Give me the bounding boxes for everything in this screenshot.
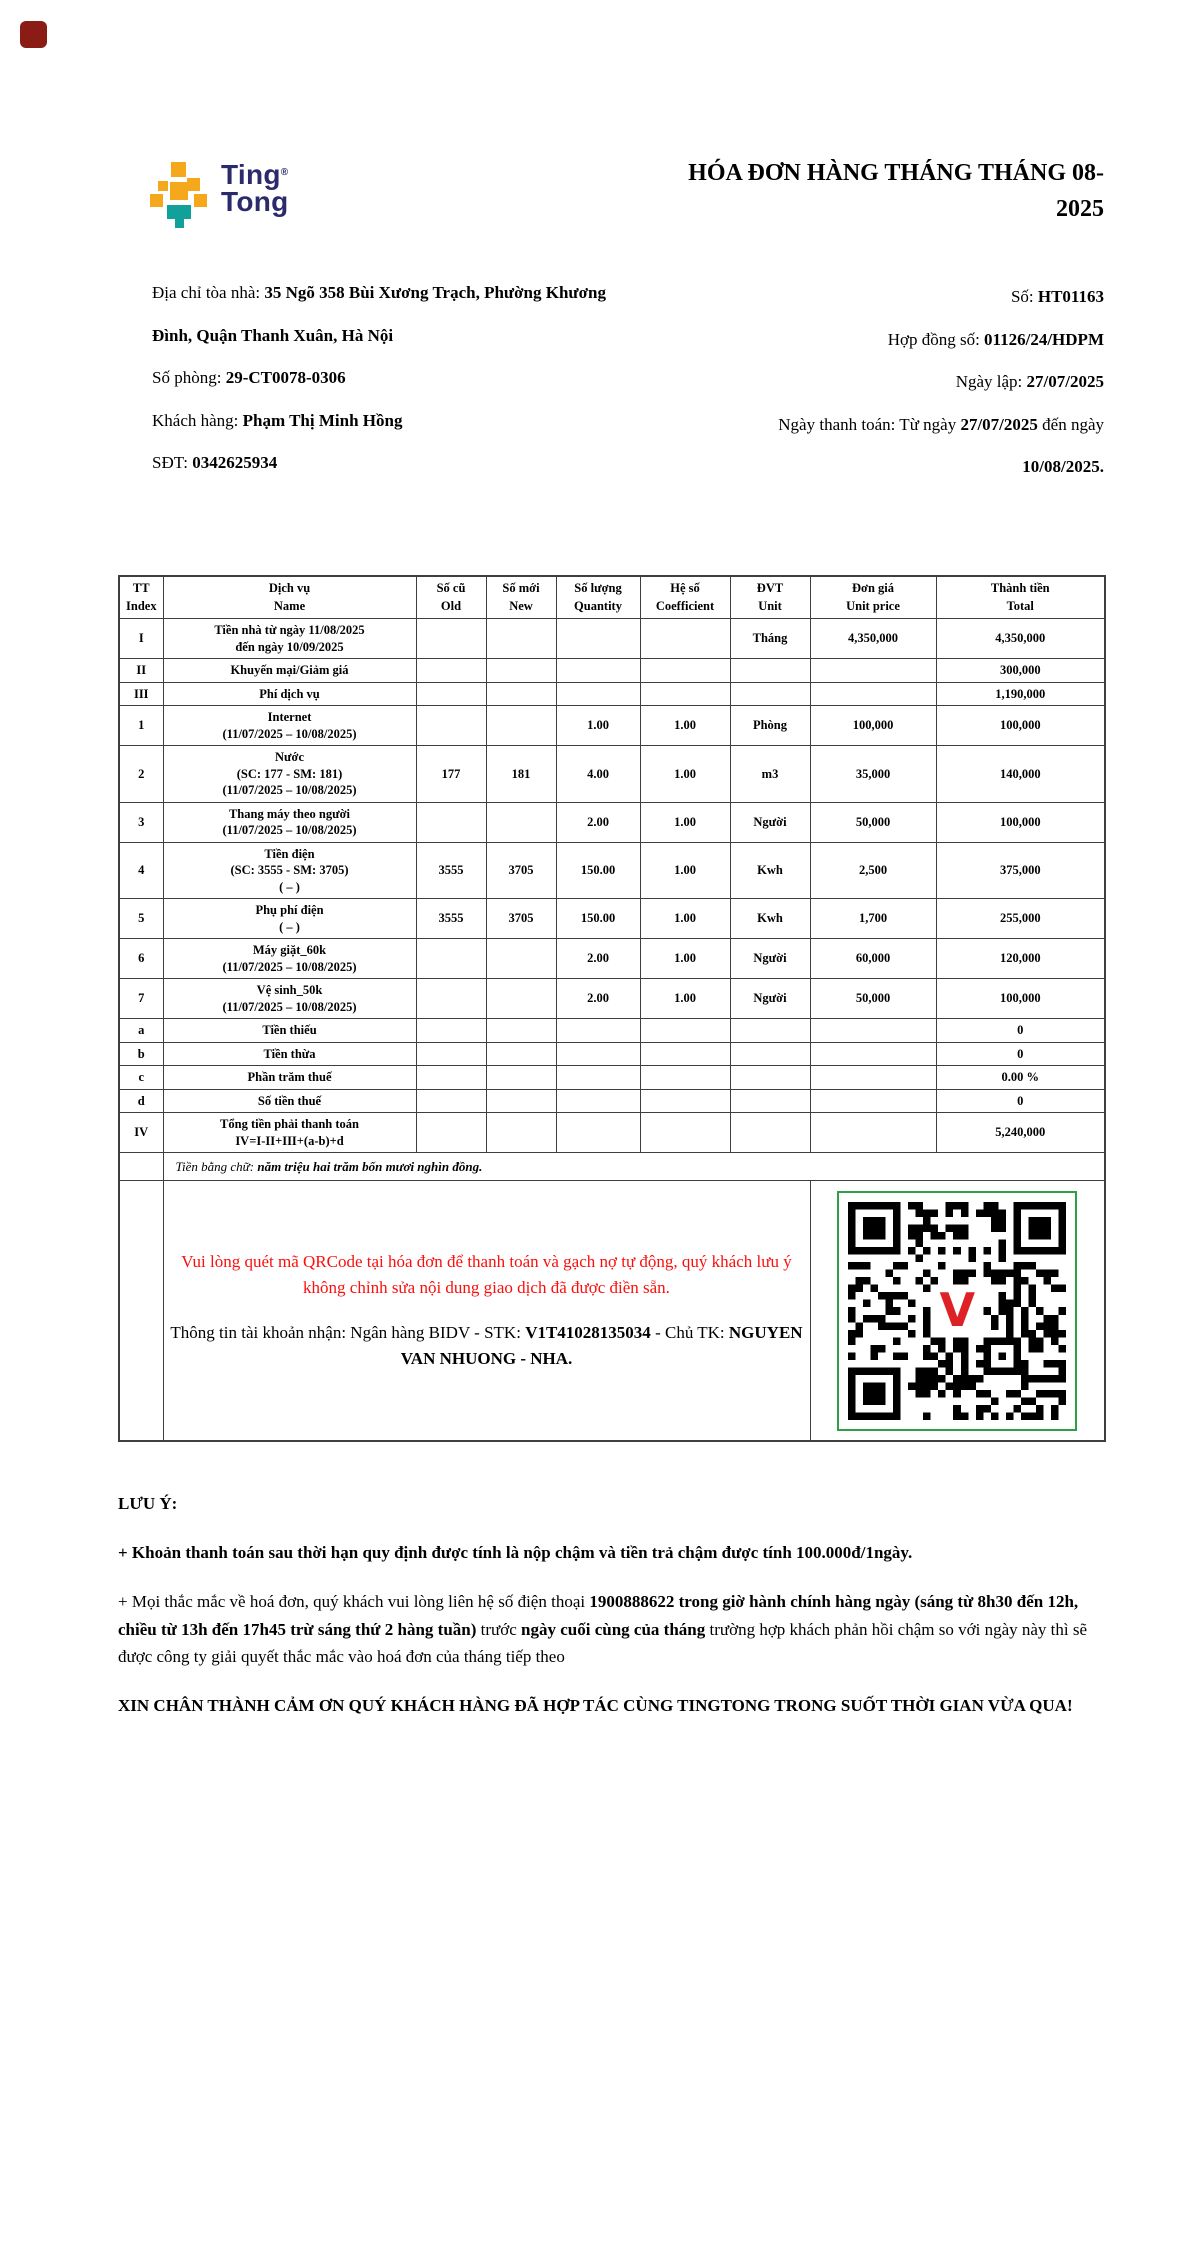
late-fee-note: + Khoản thanh toán sau thời hạn quy định được tính là nộp chậm và tiền trả chậm được tính 100.000đ/1ngày. <box>118 1543 913 1563</box>
table-row <box>119 1113 1105 1153</box>
cell-tt: d <box>119 1089 163 1113</box>
footer-notes <box>118 1490 1104 1719</box>
cell-coef: 1.00 <box>640 979 730 1019</box>
cell-old <box>416 1113 486 1153</box>
cell-old <box>416 1066 486 1090</box>
cell-unit <box>730 1042 810 1066</box>
cell-new: 3705 <box>486 899 556 939</box>
cell-unit <box>730 1089 810 1113</box>
cell-qty <box>556 1042 640 1066</box>
cell-old <box>416 1019 486 1043</box>
cell-qty: 1.00 <box>556 706 640 746</box>
cell-total: 0 <box>936 1089 1105 1113</box>
cell-price <box>810 682 936 706</box>
cell-unit: Kwh <box>730 899 810 939</box>
column-header: Hệ số Coefficient <box>640 576 730 619</box>
contact-note: + Mọi thắc mắc về hoá đơn, quý khách vui lòng liên hệ số điện thoại 1900888622 trong giờ hành chính hàng ngày (sáng từ 8h30 đến 12h, chiều từ 13h đến 17h45 trừ sáng thứ 2 hàng tuần) trước ngày cuối cùng của tháng trường hợp khách phản hồi chậm so với ngày này thì sẽ được công ty giải quyết thắc mắc vào hoá đơn của tháng tiếp theo <box>118 1592 1088 1666</box>
cell-unit: m3 <box>730 746 810 803</box>
cell-price <box>810 1042 936 1066</box>
qr-instruction-note: Vui lòng quét mã QRCode tại hóa đơn để thanh toán và gạch nợ tự động, quý khách lưu ý không chỉnh sửa nội dung giao dịch đã được điền sẵn. <box>181 1251 792 1298</box>
cell-tt: b <box>119 1042 163 1066</box>
cell-coef <box>640 1113 730 1153</box>
cell-old <box>416 1042 486 1066</box>
table-row <box>119 659 1105 683</box>
cell-qty <box>556 1113 640 1153</box>
table-row <box>119 682 1105 706</box>
cell-name: Khuyến mại/Giảm giá <box>163 659 416 683</box>
cell-old <box>416 682 486 706</box>
cell-name: Phí dịch vụ <box>163 682 416 706</box>
cell-tt: IV <box>119 1113 163 1153</box>
cell-price: 50,000 <box>810 802 936 842</box>
invoice-number: Số: HT01163 <box>1010 287 1104 306</box>
cell-total: 0 <box>936 1042 1105 1066</box>
cell-total: 0 <box>936 1019 1105 1043</box>
cell-old: 3555 <box>416 842 486 899</box>
cell-total: 300,000 <box>936 659 1105 683</box>
cell-price <box>810 1019 936 1043</box>
amount-in-words-row <box>119 1153 1105 1181</box>
invoice-title <box>444 155 1104 227</box>
cell-name: Phụ phí điện ( – ) <box>163 899 416 939</box>
cell-coef: 1.00 <box>640 899 730 939</box>
cell-old: 177 <box>416 746 486 803</box>
cell-tt: 5 <box>119 899 163 939</box>
cell-name: Tiền nhà từ ngày 11/08/2025 đến ngày 10/09/2025 <box>163 619 416 659</box>
cell-qty <box>556 682 640 706</box>
table-row <box>119 802 1105 842</box>
cell-old <box>416 706 486 746</box>
tingtong-logo-text: Ting® Tong <box>221 159 289 217</box>
cell-unit: Người <box>730 802 810 842</box>
table-header-row <box>119 576 1105 619</box>
thanks-message: XIN CHÂN THÀNH CẢM ƠN QUÝ KHÁCH HÀNG ĐÃ HỢP TÁC CÙNG TINGTONG TRONG SUỐT THỜI GIAN VỪA QUA! <box>118 1695 1073 1715</box>
table-row <box>119 619 1105 659</box>
cell-qty <box>556 1019 640 1043</box>
cell-price: 2,500 <box>810 842 936 899</box>
table-row <box>119 979 1105 1019</box>
cell-name: Thang máy theo người (11/07/2025 – 10/08/2025) <box>163 802 416 842</box>
cell-unit <box>730 682 810 706</box>
vietqr-v-icon: V <box>931 1285 983 1337</box>
cell-tt: I <box>119 619 163 659</box>
cell-unit <box>730 1066 810 1090</box>
cell-tt: 4 <box>119 842 163 899</box>
contract-number: Hợp đồng số: 01126/24/HDPM <box>887 329 1104 349</box>
cell-price: 100,000 <box>810 706 936 746</box>
qr-cell <box>810 1181 1105 1442</box>
cell-coef: 1.00 <box>640 706 730 746</box>
column-header: Thành tiền Total <box>936 576 1105 619</box>
cell-coef <box>640 1089 730 1113</box>
invoice-table <box>118 575 1106 1442</box>
cell-new <box>486 682 556 706</box>
table-row <box>119 1089 1105 1113</box>
qr-row <box>119 1181 1105 1442</box>
amount-in-words: Tiền bằng chữ: năm triệu hai trăm bốn mươi nghìn đồng. <box>163 1153 1105 1181</box>
cell-total: 1,190,000 <box>936 682 1105 706</box>
table-row <box>119 939 1105 979</box>
cell-tt: c <box>119 1066 163 1090</box>
cell-new: 3705 <box>486 842 556 899</box>
cell-name: Tiền thiếu <box>163 1019 416 1043</box>
payment-instructions-cell <box>163 1181 810 1442</box>
cell-new <box>486 1089 556 1113</box>
cell-total: 4,350,000 <box>936 619 1105 659</box>
cell-name: Nước (SC: 177 - SM: 181) (11/07/2025 – 10/08/2025) <box>163 746 416 803</box>
cell-price: 50,000 <box>810 979 936 1019</box>
table-row <box>119 1042 1105 1066</box>
cell-name: Số tiền thuế <box>163 1089 416 1113</box>
cell-total: 100,000 <box>936 979 1105 1019</box>
cell-tt: III <box>119 682 163 706</box>
cell-name: Tiền thừa <box>163 1042 416 1066</box>
payment-period-line1: Ngày thanh toán: Từ ngày 27/07/2025 đến ngày <box>778 414 1104 434</box>
cell-name: Phần trăm thuế <box>163 1066 416 1090</box>
cell-total: 375,000 <box>936 842 1105 899</box>
cell-total: 255,000 <box>936 899 1105 939</box>
cell-unit: Người <box>730 939 810 979</box>
cell-new <box>486 1042 556 1066</box>
bank-account-info: Thông tin tài khoản nhận: Ngân hàng BIDV - STK: V1T41028135034 - Chủ TK: NGUYEN VAN NHUONG - NHA. <box>170 1322 803 1368</box>
cell-unit <box>730 1113 810 1153</box>
column-header: Số cũ Old <box>416 576 486 619</box>
cell-coef <box>640 1042 730 1066</box>
cell-tt: 7 <box>119 979 163 1019</box>
cell-new <box>486 1019 556 1043</box>
cell-old <box>416 979 486 1019</box>
cell-unit: Phòng <box>730 706 810 746</box>
cell-price <box>810 659 936 683</box>
cell-price <box>810 1089 936 1113</box>
cell-new <box>486 979 556 1019</box>
cell-name: Máy giặt_60k (11/07/2025 – 10/08/2025) <box>163 939 416 979</box>
cell-total: 140,000 <box>936 746 1105 803</box>
corner-marker <box>20 21 47 48</box>
customer-info <box>152 272 639 489</box>
cell-qty <box>556 659 640 683</box>
cell-qty <box>556 1066 640 1090</box>
cell-qty: 150.00 <box>556 899 640 939</box>
column-header: TT Index <box>119 576 163 619</box>
cell-unit <box>730 1019 810 1043</box>
cell-name: Tổng tiền phải thanh toán IV=I-II+III+(a-b)+d <box>163 1113 416 1153</box>
cell-empty <box>119 1153 163 1181</box>
column-header: Đơn giá Unit price <box>810 576 936 619</box>
cell-total: 100,000 <box>936 706 1105 746</box>
cell-old <box>416 1089 486 1113</box>
cell-price: 60,000 <box>810 939 936 979</box>
cell-old: 3555 <box>416 899 486 939</box>
column-header: Số mới New <box>486 576 556 619</box>
cell-coef: 1.00 <box>640 842 730 899</box>
cell-name: Tiền điện (SC: 3555 - SM: 3705) ( – ) <box>163 842 416 899</box>
cell-name: Internet (11/07/2025 – 10/08/2025) <box>163 706 416 746</box>
cell-tt: 6 <box>119 939 163 979</box>
cell-qty: 4.00 <box>556 746 640 803</box>
cell-unit: Tháng <box>730 619 810 659</box>
cell-price: 1,700 <box>810 899 936 939</box>
cell-qty: 2.00 <box>556 979 640 1019</box>
customer-name: Khách hàng: Phạm Thị Minh Hồng <box>152 410 403 430</box>
cell-new <box>486 659 556 683</box>
cell-coef <box>640 1019 730 1043</box>
table-row <box>119 1019 1105 1043</box>
cell-new <box>486 939 556 979</box>
cell-qty <box>556 619 640 659</box>
cell-price <box>810 1113 936 1153</box>
cell-old <box>416 659 486 683</box>
cell-tt: 3 <box>119 802 163 842</box>
building-address: Địa chỉ tòa nhà: 35 Ngõ 358 Bùi Xương Trạch, Phường Khương Đình, Quận Thanh Xuân, Hà Nội <box>152 283 606 345</box>
cell-qty: 150.00 <box>556 842 640 899</box>
cell-new <box>486 706 556 746</box>
cell-new <box>486 619 556 659</box>
cell-price: 4,350,000 <box>810 619 936 659</box>
column-header: Số lượng Quantity <box>556 576 640 619</box>
customer-phone: SĐT: 0342625934 <box>152 453 278 472</box>
cell-new <box>486 802 556 842</box>
table-row <box>119 746 1105 803</box>
cell-new: 181 <box>486 746 556 803</box>
cell-total: 0.00 % <box>936 1066 1105 1090</box>
qr-code <box>837 1191 1077 1431</box>
cell-tt: a <box>119 1019 163 1043</box>
cell-qty <box>556 1089 640 1113</box>
issue-date: Ngày lập: 27/07/2025 <box>955 372 1104 391</box>
cell-empty <box>119 1181 163 1442</box>
cell-coef <box>640 682 730 706</box>
cell-total: 100,000 <box>936 802 1105 842</box>
cell-unit <box>730 659 810 683</box>
cell-coef <box>640 659 730 683</box>
cell-old <box>416 939 486 979</box>
cell-total: 120,000 <box>936 939 1105 979</box>
notes-heading: LƯU Ý: <box>118 1494 178 1513</box>
cell-old <box>416 619 486 659</box>
cell-coef: 1.00 <box>640 802 730 842</box>
payment-period-line2: 10/08/2025. <box>1022 457 1104 476</box>
invoice-info <box>152 272 1104 489</box>
table-row <box>119 899 1105 939</box>
cell-total: 5,240,000 <box>936 1113 1105 1153</box>
cell-price <box>810 1066 936 1090</box>
column-header: ĐVT Unit <box>730 576 810 619</box>
table-row <box>119 842 1105 899</box>
tingtong-logo-icon <box>150 162 208 228</box>
cell-price: 35,000 <box>810 746 936 803</box>
cell-new <box>486 1113 556 1153</box>
cell-coef <box>640 1066 730 1090</box>
table-row <box>119 706 1105 746</box>
cell-coef: 1.00 <box>640 746 730 803</box>
column-header: Dịch vụ Name <box>163 576 416 619</box>
cell-tt: 1 <box>119 706 163 746</box>
tingtong-logo <box>150 159 289 228</box>
invoice-meta <box>702 276 1104 489</box>
cell-qty: 2.00 <box>556 802 640 842</box>
cell-name: Vệ sinh_50k (11/07/2025 – 10/08/2025) <box>163 979 416 1019</box>
cell-qty: 2.00 <box>556 939 640 979</box>
cell-unit: Kwh <box>730 842 810 899</box>
cell-new <box>486 1066 556 1090</box>
room-number: Số phòng: 29-CT0078-0306 <box>152 368 346 387</box>
invoice-title-line1: HÓA ĐƠN HÀNG THÁNG THÁNG 08- <box>688 160 1104 186</box>
cell-coef <box>640 619 730 659</box>
invoice-title-line2: 2025 <box>1056 196 1104 222</box>
cell-old <box>416 802 486 842</box>
cell-tt: II <box>119 659 163 683</box>
cell-unit: Người <box>730 979 810 1019</box>
table-row <box>119 1066 1105 1090</box>
cell-tt: 2 <box>119 746 163 803</box>
cell-coef: 1.00 <box>640 939 730 979</box>
